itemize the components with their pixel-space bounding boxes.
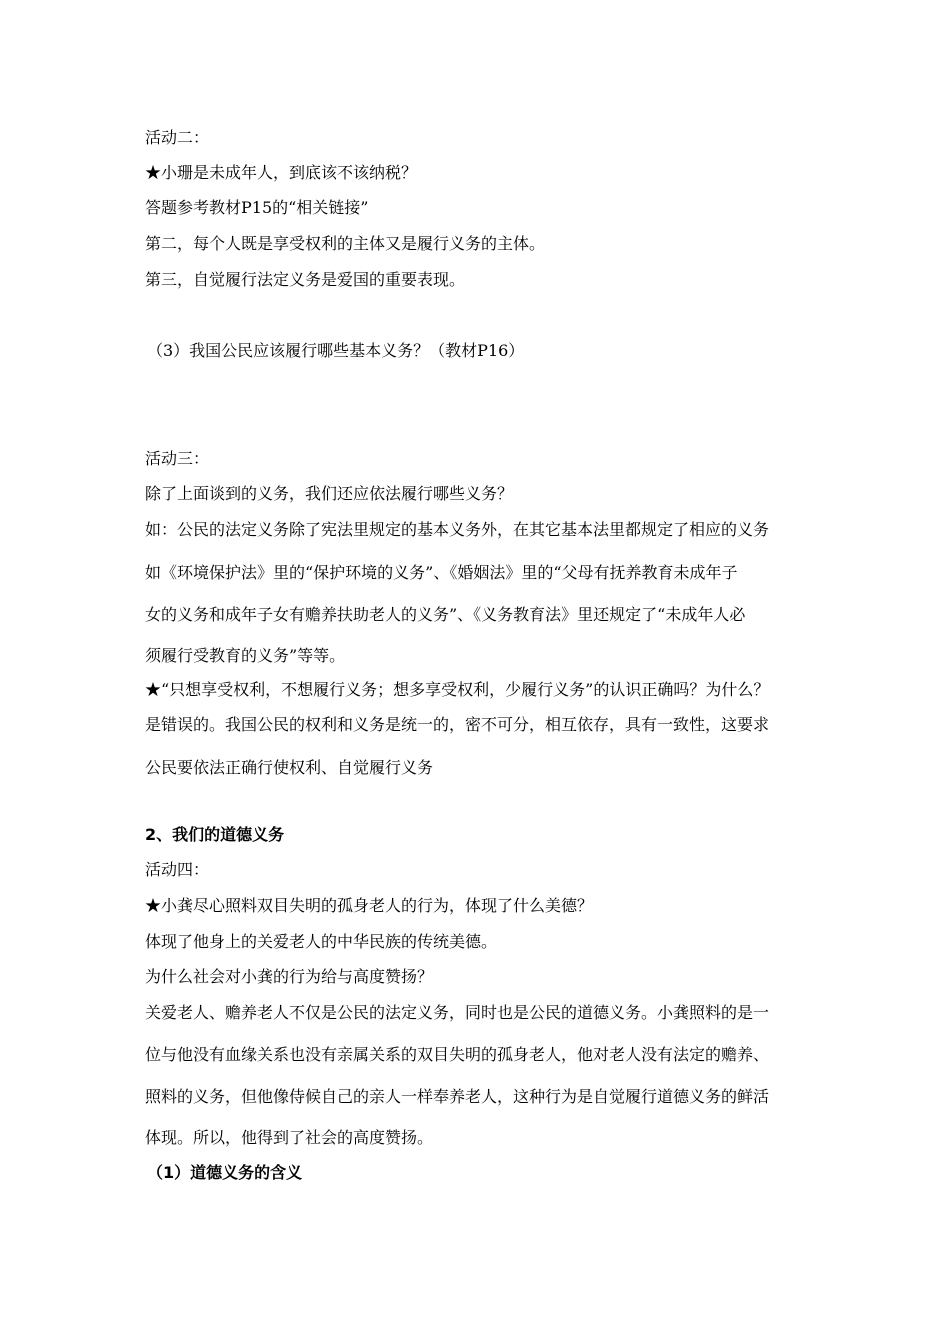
question-line: ★小珊是未成年人，到底该不该纳税？: [145, 163, 418, 182]
text-line: 女的义务和成年子女有赡养扶助老人的义务”、《义务教育法》里还规定了“未成年人必: [145, 605, 746, 624]
text-line: 除了上面谈到的义务，我们还应依法履行哪些义务？: [145, 484, 514, 503]
text-line: 第二，每个人既是享受权利的主体又是履行义务的主体。: [145, 234, 546, 253]
text-line: 为什么社会对小龚的行为给与高度赞扬？: [145, 967, 434, 986]
text-line: 关爱老人、赡养老人不仅是公民的法定义务，同时也是公民的道德义务。小龚照料的是一: [145, 1003, 770, 1022]
section-question: （3）我国公民应该履行哪些基本义务？（教材P16）: [147, 341, 525, 360]
section-heading: 2、我们的道德义务: [145, 825, 285, 844]
subsection-heading: （1）道德义务的含义: [147, 1163, 303, 1182]
text-line: 位与他没有血缘关系也没有亲属关系的双目失明的孤身老人，他对老人没有法定的赡养、: [145, 1045, 770, 1064]
text-line: 照料的义务，但他像侍候自己的亲人一样奉养老人，这种行为是自觉履行道德义务的鲜活: [145, 1087, 770, 1106]
question-line: ★小龚尽心照料双目失明的孤身老人的行为，体现了什么美德？: [145, 896, 594, 915]
text-line: 是错误的。我国公民的权利和义务是统一的，密不可分，相互依存，具有一致性，这要求: [145, 715, 770, 734]
text-line: 第三，自觉履行法定义务是爱国的重要表现。: [145, 270, 466, 289]
activity-4-heading: 活动四：: [145, 860, 210, 879]
activity-3-heading: 活动三：: [145, 449, 210, 468]
activity-2-heading: 活动二：: [145, 128, 210, 147]
text-line: 如《环境保护法》里的“保护环境的义务”、《婚姻法》里的“父母有抚养教育未成年子: [145, 563, 738, 582]
text-line: 须履行受教育的义务”等等。: [145, 646, 346, 665]
text-line: 如：公民的法定义务除了宪法里规定的基本义务外，在其它基本法里都规定了相应的义务: [145, 520, 770, 539]
question-line: ★“只想享受权利，不想履行义务；想多享受权利，少履行义务”的认识正确吗？为什么？: [145, 680, 770, 699]
text-line: 体现。所以，他得到了社会的高度赞扬。: [145, 1128, 434, 1147]
text-line: 公民要依法正确行使权利、自觉履行义务: [145, 758, 434, 777]
text-line: 体现了他身上的关爱老人的中华民族的传统美德。: [145, 932, 498, 951]
text-line: 答题参考教材P15的“相关链接”: [145, 198, 369, 217]
